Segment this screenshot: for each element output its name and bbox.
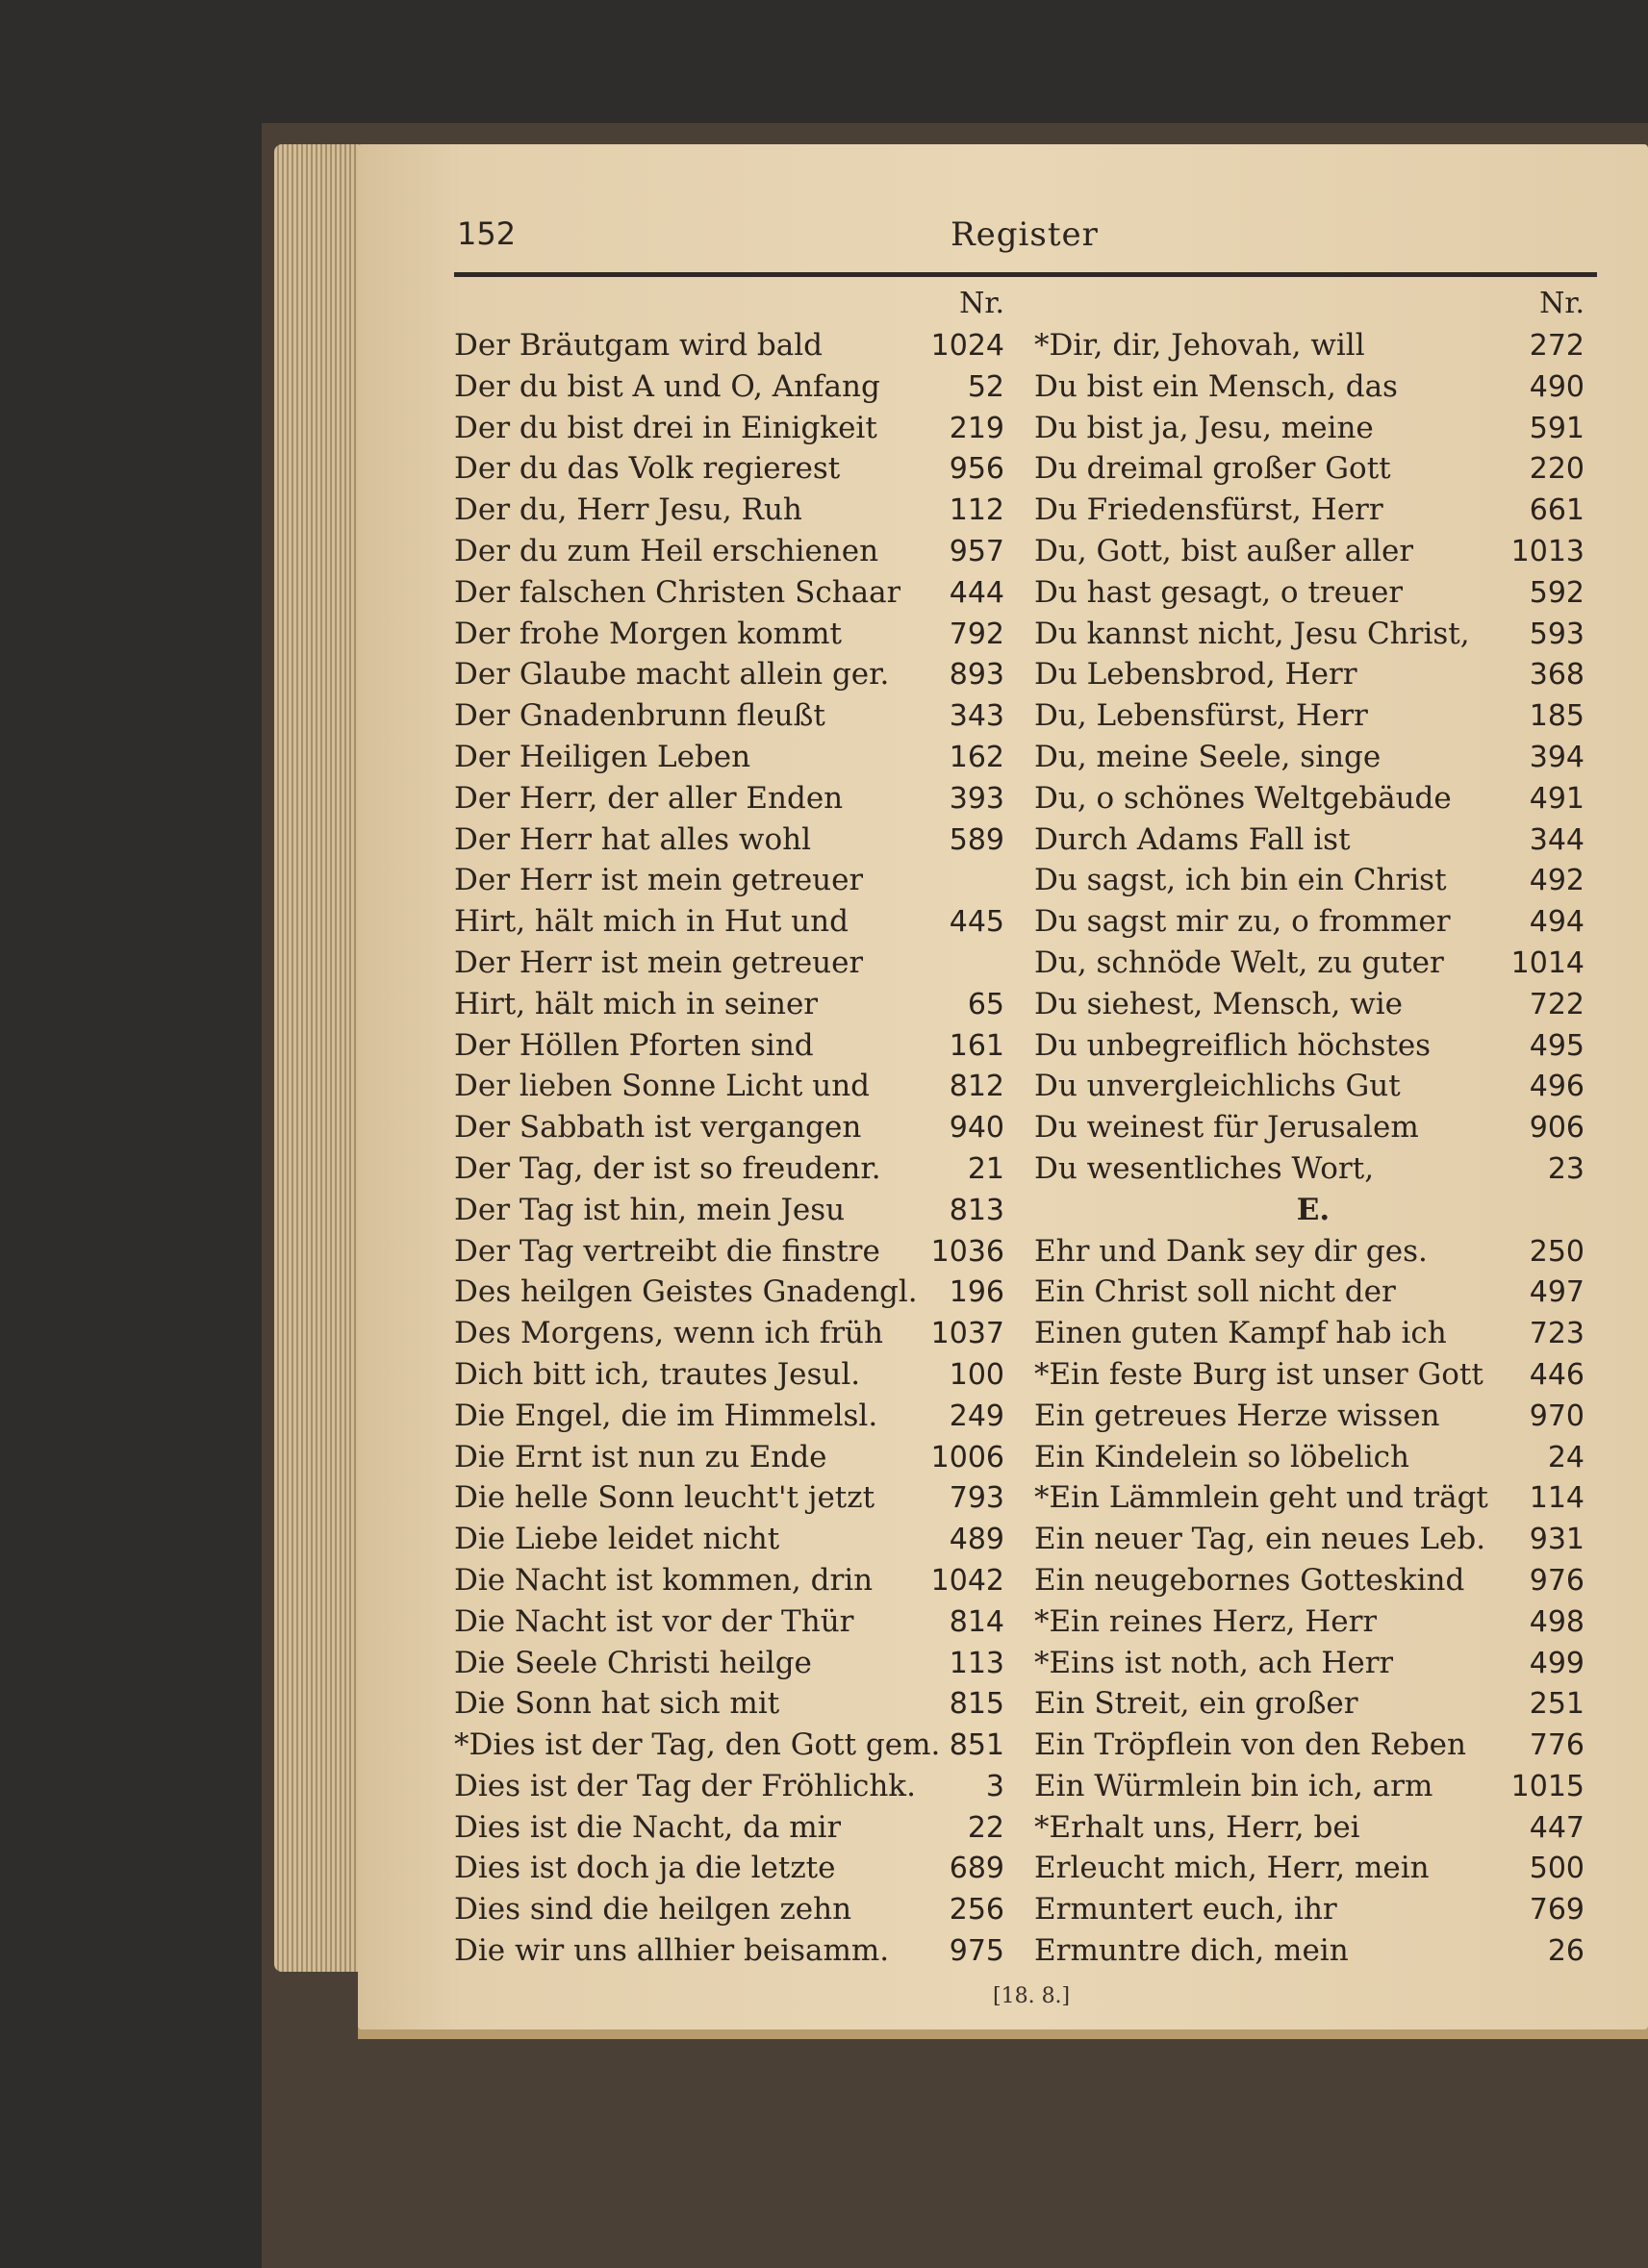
hymn-number: 906: [1529, 1111, 1585, 1146]
hymn-title: Ein Streit, ein großer: [1034, 1686, 1358, 1722]
hymn-number: 393: [949, 781, 1004, 816]
index-entry: [1034, 1807, 1592, 1849]
index-entry: [1034, 490, 1592, 531]
hymn-title: Der du zum Heil erschienen: [454, 533, 879, 568]
hymn-number: 851: [949, 1728, 1004, 1763]
hymn-title: Du, Lebensfürst, Herr: [1034, 698, 1368, 734]
index-entry: [1034, 943, 1592, 984]
index-entry: [1034, 1766, 1592, 1807]
hymn-title: Du hast gesagt, o treuer: [1034, 574, 1404, 610]
hymn-number: 893: [949, 658, 1004, 693]
index-entry: [1034, 614, 1592, 655]
hymn-title: Ein neuer Tag, ein neues Leb.: [1034, 1522, 1486, 1557]
hymn-title: Der du bist A und O, Anfang: [454, 368, 880, 404]
hymn-title: Hirt, hält mich in seiner: [454, 986, 819, 1021]
hymn-number: 591: [1529, 411, 1585, 445]
hymn-number: 1015: [1510, 1769, 1585, 1803]
hymn-number: 956: [949, 452, 1004, 487]
index-entry: [454, 1313, 1012, 1354]
hymn-number: 499: [1529, 1646, 1585, 1680]
index-entry: [1034, 695, 1592, 737]
index-entry: [454, 1066, 1012, 1107]
hymn-number: 256: [949, 1893, 1004, 1928]
hymn-number: 975: [949, 1934, 1004, 1969]
hymn-number: 250: [1529, 1234, 1585, 1269]
hymn-title: Dies ist der Tag der Fröhlichk.: [454, 1768, 916, 1803]
hymn-title: Du Lebensbrod, Herr: [1034, 657, 1357, 693]
hymn-number: 446: [1529, 1357, 1585, 1392]
hymn-number: 689: [949, 1852, 1004, 1886]
hymn-number: 394: [1529, 740, 1585, 774]
index-entry: [454, 737, 1012, 778]
index-entry: [1034, 1272, 1592, 1313]
hymn-number: 26: [1547, 1934, 1585, 1969]
hymn-title: Die Liebe leidet nicht: [454, 1522, 780, 1557]
hymn-number: 445: [949, 905, 1004, 940]
hymn-title: Du Friedensfürst, Herr: [1034, 492, 1383, 528]
index-entry: [454, 1560, 1012, 1601]
index-entry: [1034, 408, 1592, 449]
index-entry: [454, 901, 1012, 943]
index-entry: [454, 408, 1012, 449]
section-letter-label: E.: [1296, 1192, 1331, 1227]
index-list-left: [454, 325, 1012, 1972]
hymn-number: 114: [1529, 1481, 1585, 1516]
hymn-title: Der Glaube macht allein ger.: [454, 657, 890, 693]
hymn-title: Du sagst mir zu, o frommer: [1034, 904, 1451, 940]
index-entry: [1034, 1107, 1592, 1148]
index-entry: [454, 1148, 1012, 1190]
index-entry: [1034, 1477, 1592, 1519]
hymn-title: Die Engel, die im Himmelsl.: [454, 1398, 878, 1433]
index-entry: [454, 1643, 1012, 1684]
hymn-title: Du siehest, Mensch, wie: [1034, 986, 1404, 1021]
hymn-title: Der du das Volk regierest: [454, 451, 841, 487]
hymn-number: 491: [1529, 781, 1585, 816]
hymn-title: Der Herr ist mein getreuer: [454, 863, 864, 898]
index-entry: [454, 1190, 1012, 1231]
index-entry: [454, 819, 1012, 861]
hymn-number: 444: [949, 575, 1004, 610]
hymn-title: *Dir, dir, Jehovah, will: [1034, 328, 1365, 363]
hymn-number: 1036: [930, 1234, 1004, 1269]
index-entry: [454, 1231, 1012, 1273]
index-entry: [454, 614, 1012, 655]
header-rule: [454, 272, 1597, 277]
hymn-number: 112: [949, 493, 1004, 528]
hymn-title: Du unvergleichlichs Gut: [1034, 1069, 1401, 1104]
hymn-title: Der frohe Morgen kommt: [454, 616, 842, 651]
index-entry: [454, 1354, 1012, 1396]
hymn-number: 940: [949, 1111, 1004, 1146]
hymn-title: Der du, Herr Jesu, Ruh: [454, 492, 802, 528]
hymn-title: Der falschen Christen Schaar: [454, 574, 901, 610]
hymn-title: Dies ist die Nacht, da mir: [454, 1809, 842, 1845]
hymn-number: 344: [1529, 822, 1585, 857]
hymn-number: 497: [1529, 1275, 1585, 1310]
index-entry: [1034, 860, 1592, 901]
index-entry: [454, 1766, 1012, 1807]
hymn-title: *Ein Lämmlein geht und trägt: [1034, 1480, 1488, 1516]
hymn-number: 249: [949, 1399, 1004, 1433]
index-entry: [1034, 654, 1592, 695]
hymn-title: Du dreimal großer Gott: [1034, 451, 1391, 487]
hymn-title: Der Herr, der aller Enden: [454, 780, 844, 816]
hymn-number: 812: [949, 1070, 1004, 1104]
hymn-number: 22: [967, 1810, 1004, 1845]
index-entry: [454, 943, 1012, 984]
hymn-title: Du, meine Seele, singe: [1034, 739, 1382, 774]
hymn-number: 976: [1529, 1563, 1585, 1598]
hymn-title: Ein Christ soll nicht der: [1034, 1274, 1396, 1310]
hymn-number: 1024: [930, 329, 1004, 363]
hymn-title: Der lieben Sonne Licht und: [454, 1069, 871, 1104]
hymn-title: Dies ist doch ja die letzte: [454, 1851, 836, 1886]
hymn-title: Hirt, hält mich in Hut und: [454, 904, 849, 940]
index-entry: [454, 531, 1012, 572]
hymn-title: Die Nacht ist vor der Thür: [454, 1603, 854, 1639]
index-entry: [454, 860, 1012, 901]
hymn-title: Du, schnöde Welt, zu guter: [1034, 945, 1444, 980]
hymn-title: Ein Tröpflein von den Reben: [1034, 1727, 1466, 1763]
hymn-number: 498: [1529, 1604, 1585, 1639]
index-entry: [454, 1930, 1012, 1972]
index-entry: [1034, 325, 1592, 366]
hymn-number: 1013: [1510, 534, 1585, 568]
index-list-right: [1034, 325, 1592, 1972]
hymn-title: Des heilgen Geistes Gnadengl.: [454, 1274, 918, 1310]
hymn-title: Ein Kindelein so löbelich: [1034, 1439, 1409, 1474]
hymn-number: 1006: [930, 1440, 1004, 1474]
hymn-number: 490: [1529, 369, 1585, 404]
hymn-number: 162: [949, 740, 1004, 774]
hymn-number: 23: [1547, 1151, 1585, 1186]
hymn-number: 970: [1529, 1399, 1585, 1433]
index-entry: [1034, 1889, 1592, 1930]
hymn-number: 500: [1529, 1852, 1585, 1886]
hymn-title: Dies sind die heilgen zehn: [454, 1892, 852, 1928]
hymn-number: 1042: [930, 1563, 1004, 1598]
index-entry: [454, 1025, 1012, 1067]
index-entry: [454, 448, 1012, 490]
hymn-number: 161: [949, 1028, 1004, 1063]
hymn-number: 495: [1529, 1028, 1585, 1063]
page-header: [457, 215, 1592, 264]
index-entry: [1034, 1066, 1592, 1107]
index-entry: [1034, 1396, 1592, 1437]
hymn-number: 368: [1529, 658, 1585, 693]
section-letter: [1034, 1190, 1592, 1231]
index-entry: [454, 1889, 1012, 1930]
hymn-title: Die Sonn hat sich mit: [454, 1686, 780, 1722]
index-entry: [454, 984, 1012, 1025]
column-heading: Nr.: [959, 287, 1004, 320]
hymn-title: Du sagst, ich bin ein Christ: [1034, 863, 1447, 898]
hymn-title: Ein Würmlein bin ich, arm: [1034, 1768, 1433, 1803]
hymn-title: Der Tag, der ist so freudenr.: [454, 1150, 881, 1186]
hymn-title: Die wir uns allhier beisamm.: [454, 1933, 890, 1969]
hymn-number: 593: [1529, 617, 1585, 651]
hymn-number: 957: [949, 534, 1004, 568]
index-entry: [1034, 531, 1592, 572]
hymn-number: 113: [949, 1646, 1004, 1680]
index-entry: [1034, 737, 1592, 778]
hymn-title: Ein neugebornes Gotteskind: [1034, 1562, 1465, 1598]
index-entry: [454, 572, 1012, 614]
index-entry: [454, 654, 1012, 695]
hymn-number: 792: [949, 617, 1004, 651]
hymn-number: 931: [1529, 1523, 1585, 1557]
hymn-title: Der Tag vertreibt die finstre: [454, 1233, 880, 1269]
hymn-title: Der Tag ist hin, mein Jesu: [454, 1192, 846, 1227]
index-entry: [454, 490, 1012, 531]
index-entry: [454, 1107, 1012, 1148]
hymn-number: 494: [1529, 905, 1585, 940]
page-number: 152: [457, 215, 517, 252]
hymn-number: 723: [1529, 1317, 1585, 1351]
index-entry: [1034, 819, 1592, 861]
index-entry: [454, 366, 1012, 408]
hymn-title: Du unbegreiflich höchstes: [1034, 1027, 1432, 1063]
hymn-number: 52: [967, 369, 1004, 404]
hymn-title: Der Herr ist mein getreuer: [454, 945, 864, 980]
hymn-title: Der Herr hat alles wohl: [454, 821, 812, 857]
index-entry: [1034, 1437, 1592, 1478]
index-entry: [1034, 1683, 1592, 1725]
index-entry: [1034, 1354, 1592, 1396]
hymn-title: *Erhalt uns, Herr, bei: [1034, 1809, 1360, 1845]
hymn-number: 251: [1529, 1687, 1585, 1722]
index-entry: [1034, 1601, 1592, 1643]
hymn-title: Des Morgens, wenn ich früh: [454, 1316, 883, 1351]
hymn-number: 769: [1529, 1893, 1585, 1928]
hymn-number: 24: [1547, 1440, 1585, 1474]
index-entry: [454, 1725, 1012, 1766]
index-entry: [1034, 1643, 1592, 1684]
printer-signature: [18. 8.]: [993, 1984, 1071, 2008]
hymn-title: Der Heiligen Leben: [454, 739, 751, 774]
hymn-title: Der Höllen Pforten sind: [454, 1027, 814, 1063]
index-entry: [454, 1807, 1012, 1849]
hymn-number: 65: [967, 987, 1004, 1021]
index-entry: [1034, 984, 1592, 1025]
hymn-number: 220: [1529, 452, 1585, 487]
index-entry: [1034, 778, 1592, 819]
index-entry: [1034, 1519, 1592, 1560]
hymn-title: Du, o schönes Weltgebäude: [1034, 780, 1452, 816]
hymn-title: Ermuntert euch, ihr: [1034, 1892, 1337, 1928]
hymn-number: 343: [949, 699, 1004, 734]
hymn-number: 661: [1529, 493, 1585, 528]
index-entry: [454, 325, 1012, 366]
index-entry: [1034, 366, 1592, 408]
hymn-title: Du, Gott, bist außer aller: [1034, 533, 1414, 568]
hymn-number: 793: [949, 1481, 1004, 1516]
hymn-title: Du weinest für Jerusalem: [1034, 1110, 1419, 1146]
column-heading: Nr.: [1539, 287, 1585, 320]
hymn-number: 447: [1529, 1810, 1585, 1845]
hymn-title: Du kannst nicht, Jesu Christ,: [1034, 616, 1470, 651]
index-entry: [454, 695, 1012, 737]
hymn-title: Ehr und Dank sey dir ges.: [1034, 1233, 1428, 1269]
index-entry: [1034, 1231, 1592, 1273]
hymn-title: Ermuntre dich, mein: [1034, 1933, 1349, 1969]
index-entry: [1034, 1148, 1592, 1190]
hymn-number: 813: [949, 1193, 1004, 1227]
index-entry: [454, 1601, 1012, 1643]
index-entry: [454, 1519, 1012, 1560]
hymn-title: Ein getreues Herze wissen: [1034, 1398, 1440, 1433]
hymn-title: Du bist ein Mensch, das: [1034, 368, 1398, 404]
index-column-right: [1034, 287, 1592, 1972]
page-title: Register: [951, 215, 1099, 254]
index-entry: [1034, 901, 1592, 943]
hymn-title: Der Sabbath ist vergangen: [454, 1110, 862, 1146]
index-entry: [454, 778, 1012, 819]
hymn-number: 496: [1529, 1070, 1585, 1104]
hymn-title: Durch Adams Fall ist: [1034, 821, 1351, 857]
index-entry: [1034, 1930, 1592, 1972]
index-entry: [1034, 572, 1592, 614]
hymn-number: 814: [949, 1604, 1004, 1639]
hymn-number: 219: [949, 411, 1004, 445]
hymn-title: Du wesentliches Wort,: [1034, 1150, 1375, 1186]
hymn-title: Einen guten Kampf hab ich: [1034, 1316, 1447, 1351]
index-entry: [454, 1272, 1012, 1313]
hymn-number: 272: [1529, 329, 1585, 363]
index-entry: [1034, 1725, 1592, 1766]
hymn-title: Die Ernt ist nun zu Ende: [454, 1439, 827, 1474]
hymn-title: Die Seele Christi heilge: [454, 1645, 812, 1680]
index-entry: [454, 1437, 1012, 1478]
hymn-number: 1037: [930, 1317, 1004, 1351]
hymn-number: 185: [1529, 699, 1585, 734]
index-entry: [1034, 1560, 1592, 1601]
hymn-number: 592: [1529, 575, 1585, 610]
hymn-number: 815: [949, 1687, 1004, 1722]
hymn-title: *Eins ist noth, ach Herr: [1034, 1645, 1394, 1680]
hymn-title: Die Nacht ist kommen, drin: [454, 1562, 874, 1598]
hymn-title: Die helle Sonn leucht't jetzt: [454, 1480, 875, 1516]
hymn-title: Der du bist drei in Einigkeit: [454, 410, 877, 445]
hymn-number: 100: [949, 1357, 1004, 1392]
hymn-title: Der Gnadenbrunn fleußt: [454, 698, 825, 734]
index-entry: [1034, 1025, 1592, 1067]
hymn-title: Erleucht mich, Herr, mein: [1034, 1851, 1430, 1886]
hymn-number: 722: [1529, 987, 1585, 1021]
hymn-number: 589: [949, 822, 1004, 857]
hymn-title: *Ein reines Herz, Herr: [1034, 1603, 1378, 1639]
index-entry: [454, 1683, 1012, 1725]
index-entry: [1034, 1313, 1592, 1354]
hymn-number: 492: [1529, 864, 1585, 898]
hymn-title: *Ein feste Burg ist unser Gott: [1034, 1356, 1483, 1392]
index-entry: [454, 1848, 1012, 1889]
hymn-title: *Dies ist der Tag, den Gott gem.: [454, 1727, 941, 1763]
index-entry: [1034, 1848, 1592, 1889]
index-entry: [1034, 448, 1592, 490]
hymn-title: Du bist ja, Jesu, meine: [1034, 410, 1374, 445]
hymn-number: 3: [985, 1769, 1004, 1803]
index-column-left: [454, 287, 1012, 1972]
hymn-number: 196: [949, 1275, 1004, 1310]
hymn-title: Dich bitt ich, trautes Jesul.: [454, 1356, 861, 1392]
hymn-number: 776: [1529, 1728, 1585, 1763]
index-entry: [454, 1477, 1012, 1519]
hymn-number: 489: [949, 1523, 1004, 1557]
hymn-number: 21: [967, 1151, 1004, 1186]
hymn-title: Der Bräutgam wird bald: [454, 328, 824, 363]
hymn-number: 1014: [1510, 945, 1585, 980]
index-entry: [454, 1396, 1012, 1437]
